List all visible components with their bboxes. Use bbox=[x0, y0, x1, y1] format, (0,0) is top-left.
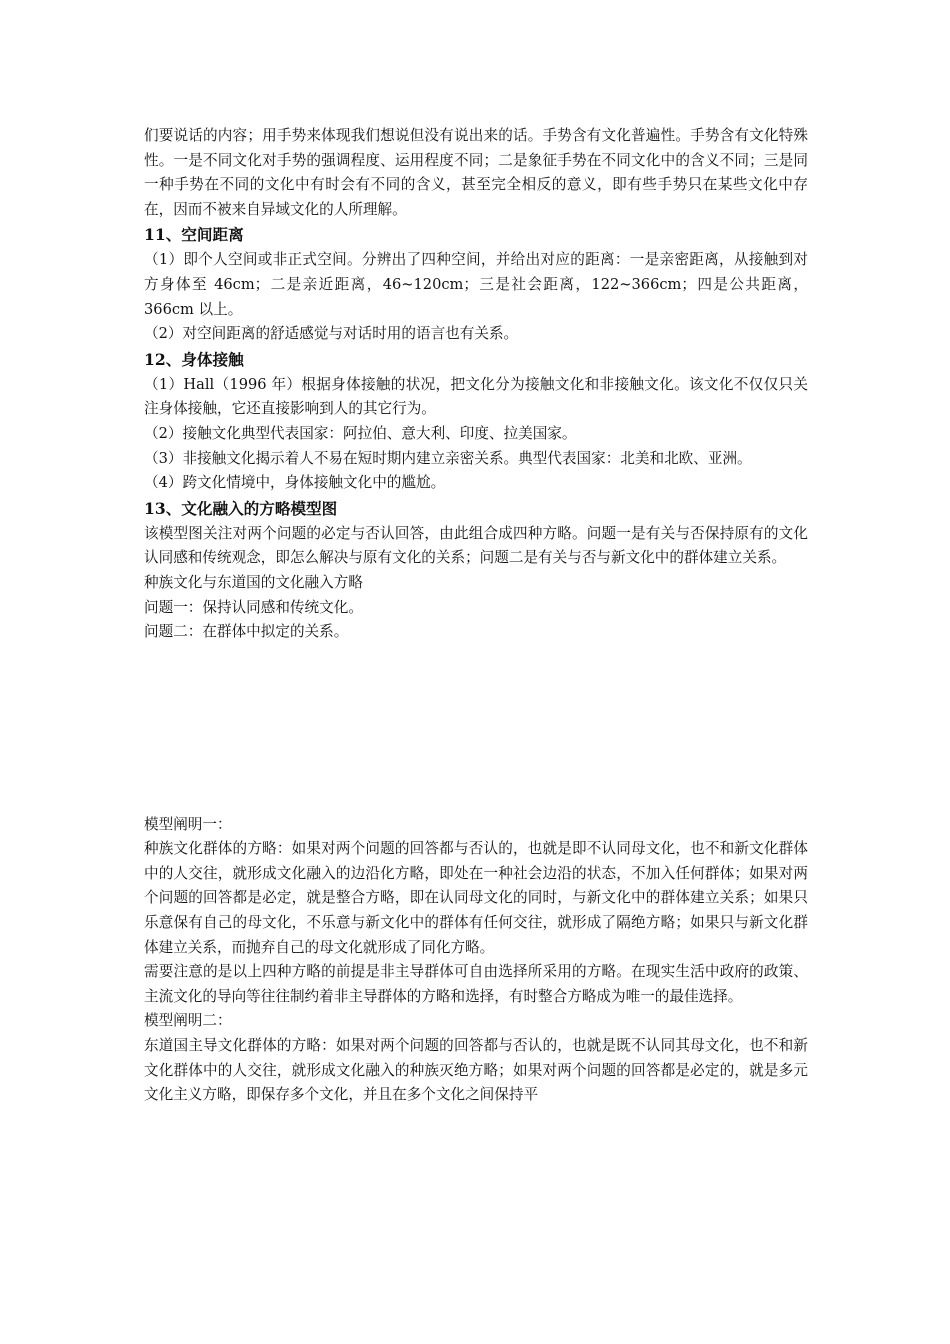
paragraph: 们要说话的内容；用手势来体现我们想说但没有说出来的话。手势含有文化普遍性。手势含有文化特殊性。一是不同文化对手势的强调程度、运用程度不同；二是象征手势在不同文化中的含义不同；三是同一种手势在不同的文化中有时会有不同的含义，甚至完全相反的意义，即有些手势只在某些文化中存在，因而不被来自异域文化的人所理解。 bbox=[144, 127, 808, 218]
diagram-placeholder-gap bbox=[144, 645, 808, 813]
document-top-section bbox=[144, 124, 808, 645]
paragraph: 种族文化与东道国的文化融入方略 bbox=[144, 573, 363, 591]
paragraph: （2）对空间距离的舒适感觉与对话时用的语言也有关系。 bbox=[144, 325, 519, 343]
section-heading: 11、空间距离 bbox=[144, 225, 244, 245]
paragraph: 需要注意的是以上四种方略的前提是非主导群体可自由选择所采用的方略。在现实生活中政府的政策、主流文化的导向等往往制约着非主导群体的方略和选择，有时整合方略成为唯一的最佳选择。 bbox=[144, 963, 808, 1005]
paragraph: （3）非接触文化揭示着人不易在短时期内建立亲密关系。典型代表国家：北美和北欧、亚洲。 bbox=[144, 449, 752, 467]
section-heading: 13、文化融入的方略模型图 bbox=[144, 498, 338, 518]
section-heading: 12、身体接触 bbox=[144, 349, 244, 369]
paragraph: 问题二：在群体中拟定的关系。 bbox=[144, 623, 349, 641]
paragraph: 东道国主导文化群体的方略：如果对两个问题的回答都与否认的，也就是既不认同其母文化，也不和新文化群体中的人交往，就形成文化融入的种族灭绝方略；如果对两个问题的回答都是必定的，就是多元文化主义方略，即保存多个文化，并且在多个文化之间保持平 bbox=[144, 1037, 808, 1104]
document-bottom-section bbox=[144, 813, 808, 1108]
document-page bbox=[144, 124, 808, 1108]
paragraph: 模型阐明二： bbox=[144, 1012, 232, 1030]
paragraph: 种族文化群体的方略：如果对两个问题的回答都与否认的，也就是即不认同母文化，也不和新文化群体中的人交往，就形成文化融入的边沿化方略，即处在一种社会边沿的状态，不加入任何群体；如果对两个问题的回答都是必定，就是整合方略，即在认同母文化的同时，与新文化中的群体建立关系；如果只乐意保有自己的母文化，不乐意与新文化中的群体有任何交往，就形成了隔绝方略；如果只与新文化群体建立关系，而抛弃自己的母文化就形成了同化方略。 bbox=[144, 840, 808, 956]
paragraph: 问题一：保持认同感和传统文化。 bbox=[144, 598, 363, 616]
paragraph: 模型阐明一： bbox=[144, 815, 232, 833]
paragraph: （1）Hall（1996 年）根据身体接触的状况，把文化分为接触文化和非接触文化。该文化不仅仅只关注身体接触，它还直接影响到人的其它行为。 bbox=[144, 375, 808, 418]
paragraph: （2）接触文化典型代表国家：阿拉伯、意大利、印度、拉美国家。 bbox=[144, 424, 577, 442]
paragraph: （1）即个人空间或非正式空间。分辨出了四种空间，并给出对应的距离：一是亲密距离，从接触到对方身体至 46cm；二是亲近距离，46~120cm；三是社会距离，122~366cm；四是公共距离，366cm 以上。 bbox=[144, 251, 808, 318]
paragraph: 该模型图关注对两个问题的必定与否认回答，由此组合成四种方略。问题一是有关与否保持原有的文化认同感和传统观念，即怎么解决与原有文化的关系；问题二是有关与否与新文化中的群体建立关系。 bbox=[144, 524, 808, 567]
paragraph: （4）跨文化情境中，身体接触文化中的尴尬。 bbox=[144, 474, 446, 492]
